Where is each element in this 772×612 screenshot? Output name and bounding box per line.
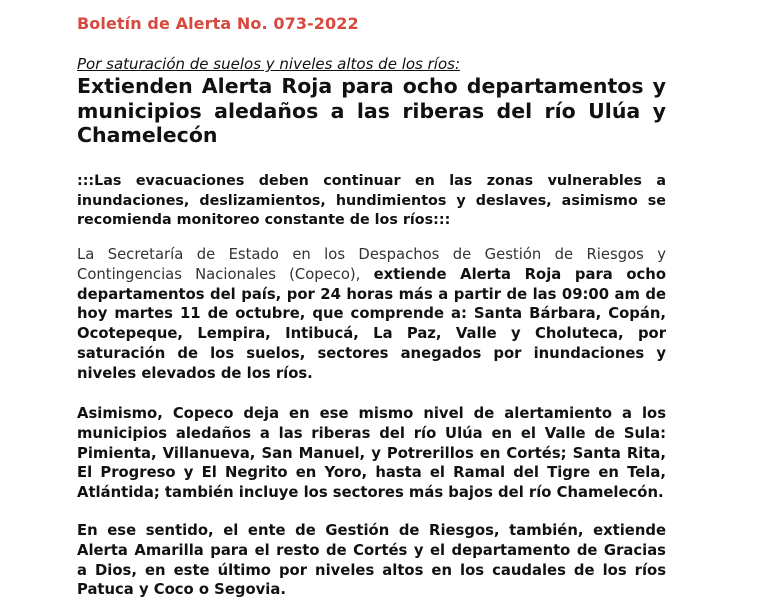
kicker-subtitle: Por saturación de suelos y niveles altos de los ríos: — [77, 55, 461, 73]
bulletin-number-heading: Boletín de Alerta No. 073-2022 — [77, 14, 359, 33]
paragraph-1-emphasis: extiende Alerta Roja para ocho departamentos del país, por 24 horas más a partir de las 09:00 am de hoy martes 11 de octubre, que comprende a: Santa Bárbara, Copán, Ocotepeque, Lempira, Intibucá, La Paz, Valle y Choluteca, por saturación de los suelos, sectores anegados por inundaciones y niveles elevados de los ríos. — [77, 265, 666, 382]
paragraph-1 — [77, 245, 666, 384]
paragraph-1-intro: La Secretaría de Estado en los Despachos de Gestión de Riesgos y Contingencias Nacionales (Copeco), — [77, 246, 666, 283]
paragraph-2: Asimismo, Copeco deja en ese mismo nivel de alertamiento a los municipios aledaños a las riberas del río Ulúa en el Valle de Sula: Pimienta, Villanueva, San Manuel, y Potrerillos en Cortés; Santa Rita, El Progreso y El Negrito en Yoro, hasta el Ramal del Tigre en Tela, Atlántida; también incluye los sectores más bajos del río Chamelecón. — [77, 405, 666, 502]
lede-summary: :::Las evacuaciones deben continuar en las zonas vulnerables a inundaciones, deslizamientos, hundimientos y deslaves, asimismo se recomienda monitoreo constante de los ríos::: — [77, 173, 666, 228]
paragraph-3: En ese sentido, el ente de Gestión de Riesgos, también, extiende Alerta Amarilla para el resto de Cortés y el departamento de Gracias a Dios, en este último por niveles altos en los caudales de los ríos Patuca y Coco o Segovia. — [77, 522, 666, 599]
headline: Extienden Alerta Roja para ocho departamentos y municipios aledaños a las riberas del río Ulúa y Chamelecón — [77, 74, 666, 147]
